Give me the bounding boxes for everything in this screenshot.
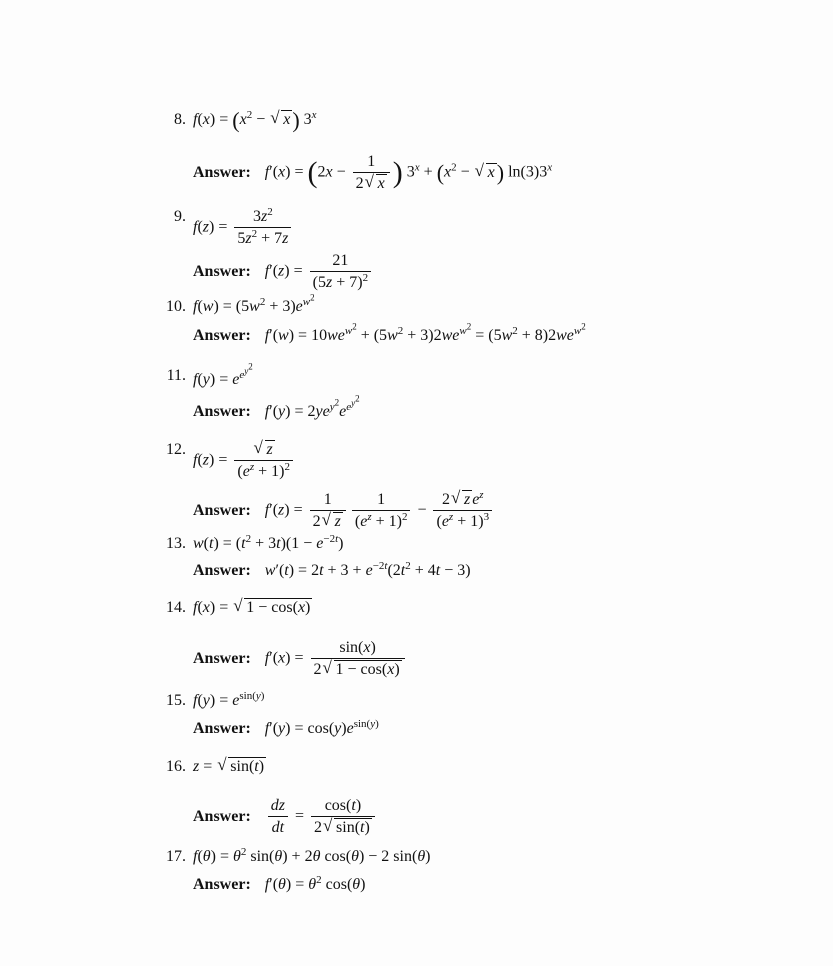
problem-number: 15. bbox=[166, 692, 186, 709]
problem-expression: f(z) = $\frac{3z^2}{5z^2 + 7z}$ bbox=[193, 207, 294, 249]
problem-number: 12. bbox=[166, 441, 186, 458]
answer-label: Answer: bbox=[193, 649, 251, 667]
answer-expression: Answer: f′(z) = $\frac{21}{(5z + 7)^2}$ bbox=[193, 251, 374, 293]
answer-label: Answer: bbox=[193, 403, 251, 421]
problem-number: 16. bbox=[166, 758, 186, 775]
problem-number: 10. bbox=[166, 298, 186, 315]
answer-label: Answer: bbox=[193, 501, 251, 519]
problem-expression: f(x) = √ 1 − cos(x) bbox=[193, 598, 312, 618]
answer-label: Answer: bbox=[193, 807, 251, 825]
answer-label: Answer: bbox=[193, 163, 251, 181]
answer-label: Answer: bbox=[193, 876, 251, 893]
problem-number: 9. bbox=[174, 208, 186, 225]
problem-expression: $f(w) = (5w^2 + 3)e^{w^2}$ bbox=[193, 292, 315, 315]
problem-expression: $f(y) = e^{sin(y)}$ bbox=[193, 689, 265, 709]
answer-expression: Answer: f′(x) = (2x − $\frac{1}{2√ x}$ ) $3^x + (x^2$ − √ x) ln(3)3$^x$ bbox=[193, 152, 552, 194]
answer-expression: Answer: $f'(y) = \cos(y)e^{sin(y)}$ bbox=[193, 717, 379, 737]
answer-label: Answer: bbox=[193, 327, 251, 344]
answer-expression: Answer: $f'(y) = 2ye^{y^2}e^{e^{y^2}}$ bbox=[193, 393, 360, 421]
answer-label: Answer: bbox=[193, 562, 251, 579]
problem-number: 13. bbox=[166, 535, 186, 552]
problem-number: 17. bbox=[166, 848, 186, 865]
answer-expression: Answer: $f'(w) = 10we^{w^2} + (5w^2 + 3)2we^{w^2} = (5w^2 + 8)2we^{w^2}$ bbox=[193, 321, 586, 344]
answer-label: Answer: bbox=[193, 720, 251, 737]
problem-number: 14. bbox=[166, 599, 186, 616]
problem-expression: f(z) = √ $\frac{z}{(e^z + 1)^2}$ bbox=[193, 440, 296, 482]
answer-expression: Answer: f′(z) = $\frac{1}{2√ z}$ $\frac{1}{(e^z + 1)^2}$ − $\frac{2√ z e^z}{(e^z + 1)^3}$ bbox=[193, 490, 495, 532]
answer-expression: Answer: $\frac{dz}{dt}$ = $\frac{\cos(t)}{2√ \sin(t)}$ bbox=[193, 796, 378, 838]
problem-expression: $w(t) = (t^2 + 3t)(1 - e^{-2t})$ bbox=[193, 532, 344, 552]
problem-expression: $f(\theta) = \theta^2$ sin(θ) + 2θ cos(θ) − 2 sin(θ) bbox=[193, 845, 431, 865]
problem-number: 11. bbox=[166, 367, 186, 384]
problem-expression: $f(x) = (x^2$ − √ x) 3$^x$ bbox=[193, 110, 317, 130]
problem-expression: z = √ sin(t) bbox=[193, 757, 266, 777]
answer-label: Answer: bbox=[193, 262, 251, 280]
answer-expression: Answer: $f'(\theta) = \theta^2$ cos(θ) bbox=[193, 873, 366, 893]
problem-number: 8. bbox=[174, 111, 186, 128]
answer-expression: Answer: f′(x) = $\frac{\sin(x)}{2√ 1 - \cos(x)}$ bbox=[193, 638, 408, 680]
problem-expression: $f(y) = e^{e^{y^2}}$ bbox=[193, 361, 253, 389]
answer-expression: Answer: $w'(t) = 2t + 3 + e^{-2t}(2t^2 + 4t - 3)$ bbox=[193, 559, 471, 579]
